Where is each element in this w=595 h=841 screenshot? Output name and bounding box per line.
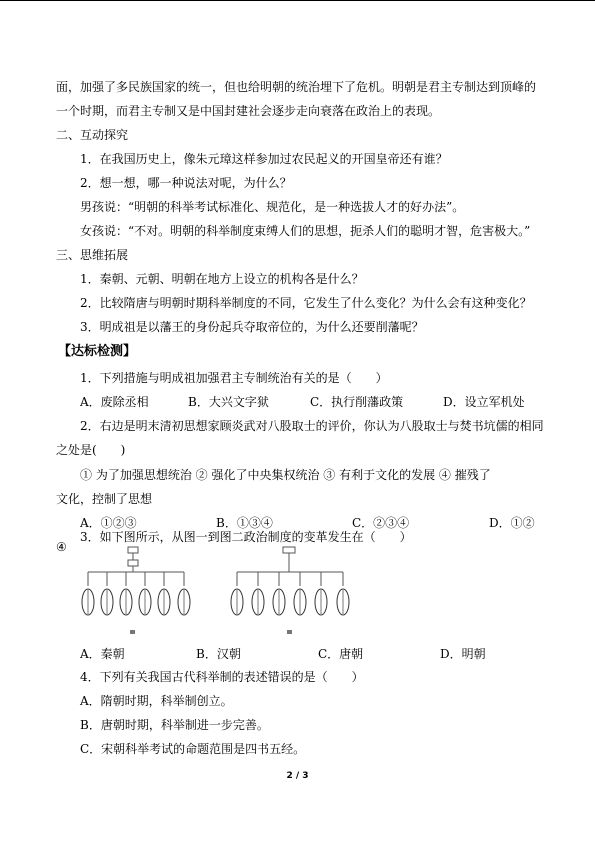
q3-option-c: C．唐朝 (318, 647, 364, 661)
q2-option-d-cont: ④ (56, 540, 67, 554)
q1-option-c: C．执行削藩政策 (310, 395, 404, 409)
section-heading: 三、思维拓展 (56, 248, 129, 262)
question-line: 3．明成祖是以藩王的身份起兵夺取帝位的，为什么还要削藩呢？ (80, 320, 424, 334)
girl-statement: 女孩说：“不对。明朝的科举制度束缚人们的思想，扼杀人们的聪明才智，危害极大。” (80, 224, 531, 238)
question-line: 1．秦朝、元朝、明朝在地方上设立的机构各是什么？ (80, 272, 364, 286)
page-top-rule (0, 0, 595, 1)
boy-statement: 男孩说：“明朝的科举考试标准化、规范化，是一种选拔人才的好办法”。 (80, 200, 465, 214)
text-line: 面，加强了多民族国家的统一，但也给明朝的统治埋下了危机。明朝是君主专制达到顶峰的 (56, 80, 537, 94)
question-line: 2．比较隋唐与明朝时期科举制度的不同，它发生了什么变化？为什么会有这种变化？ (80, 296, 532, 310)
page-number: 2 / 3 (286, 771, 309, 781)
question-line: 2．想一想，哪一种说法对呢，为什么？ (80, 176, 292, 190)
q1-option-d: D．设立军机处 (443, 395, 525, 409)
q4-option-c: C．宋朝科举考试的命题范围是四书五经。 (80, 742, 306, 756)
q1-option-b: B．大兴文字狱 (188, 395, 269, 409)
q2-items-cont: 文化，控制了思想 (56, 492, 153, 506)
q3-stem: 3．如下图所示，从图一到图二政治制度的变革发生在（ ） (80, 530, 412, 544)
q3-option-a: A．秦朝 (80, 647, 125, 661)
q2-items: ① 为了加强思想统治 ② 强化了中央集权统治 ③ 有利于文化的发展 ④ 摧残了 (80, 468, 491, 482)
diagram-one (76, 544, 196, 640)
section-title: 【达标检测】 (58, 344, 137, 359)
diagram-two (225, 544, 355, 640)
q1-stem: 1．下列措施与明成祖加强君主专制统治有关的是（ ） (80, 371, 388, 385)
q2-option-a: A．①②③ (80, 516, 137, 530)
text-line: 一个时期，而君主专制又是中国封建社会逐步走向衰落在政治上的表现。 (56, 104, 441, 118)
q2-stem: 2．右边是明末清初思想家顾炎武对八股取士的评价，你认为八股取士与焚书坑儒的相同 (80, 419, 544, 433)
q2-stem-cont: 之处是( ) (56, 443, 126, 457)
q4-stem: 4．下列有关我国古代科举制的表述错误的是（ ） (80, 670, 364, 684)
q1-option-a: A．废除丞相 (80, 395, 149, 409)
q3-option-b: B．汉朝 (196, 647, 241, 661)
q4-option-a: A．隋朝时期，科举制创立。 (80, 694, 233, 708)
q2-option-c: C．②③④ (352, 516, 410, 530)
q4-option-b: B．唐朝时期，科举制进一步完善。 (80, 718, 269, 732)
question-line: 1．在我国历史上，像朱元璋这样参加过农民起义的开国皇帝还有谁？ (80, 152, 448, 166)
q3-option-d: D．明朝 (440, 647, 486, 661)
section-heading: 二、互动探究 (56, 128, 129, 142)
q2-option-d: D．①② (489, 516, 535, 530)
q2-option-b: B．①③④ (216, 516, 273, 530)
